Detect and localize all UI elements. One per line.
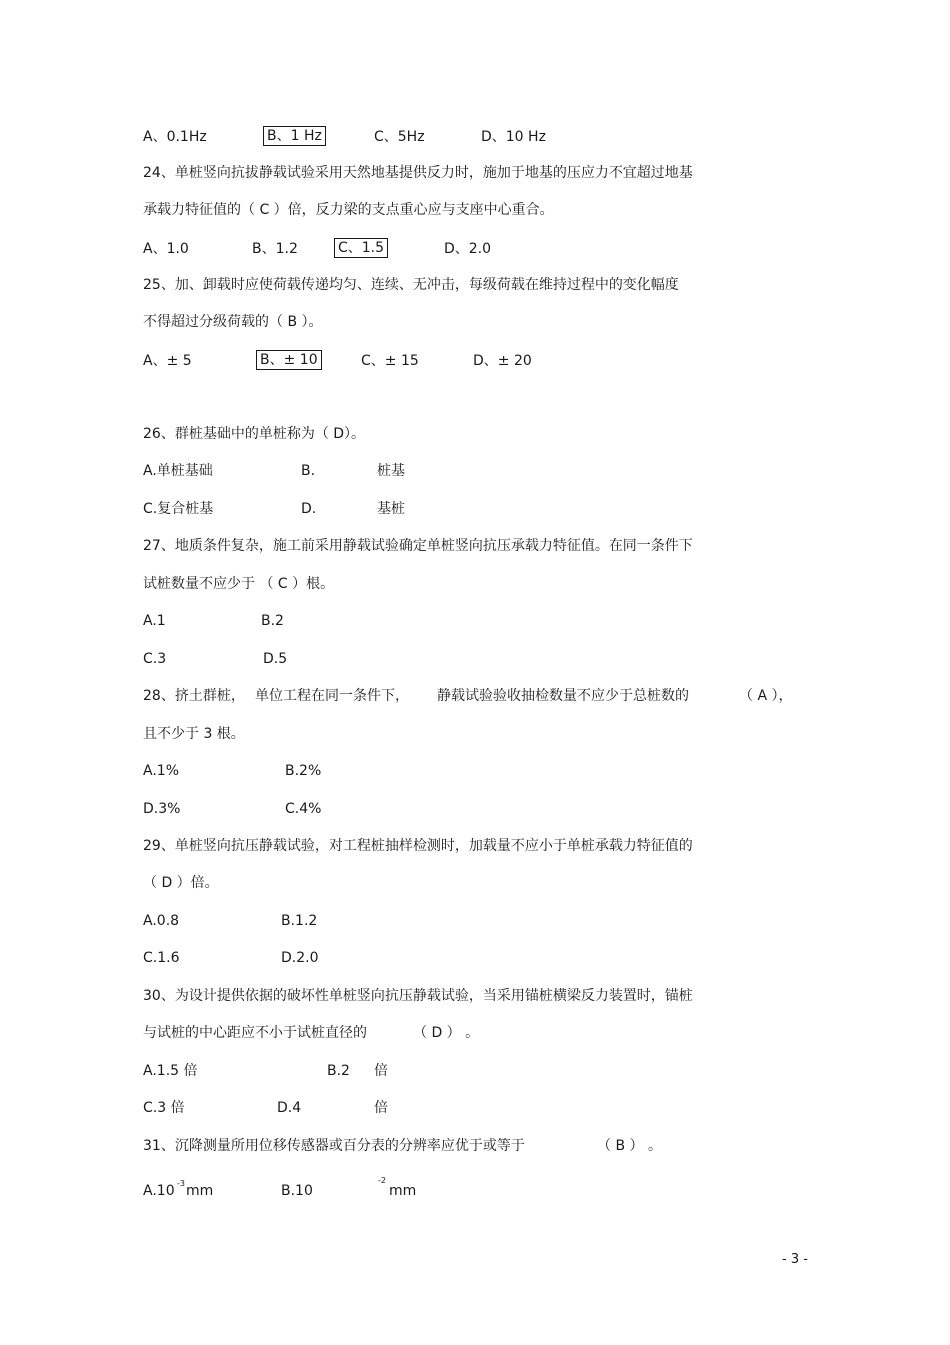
q29-text-line2: （ D ）倍。 — [143, 875, 219, 891]
q28-text-line2: 且不少于 3 根。 — [143, 726, 245, 742]
q29-text-line1: 29、单桩竖向抗压静载试验，对工程桩抽样检测时，加载量不应小于单桩承载力特征值的 — [143, 838, 693, 854]
q31-option-a-unit: mm — [186, 1183, 214, 1199]
q26-option-d: D. — [301, 501, 317, 517]
q29-option-b: B.1.2 — [281, 913, 318, 929]
q25-option-b-answer: B、± 10 — [256, 350, 322, 370]
q27-option-b: B.2 — [261, 613, 284, 629]
q29-option-a: A.0.8 — [143, 913, 180, 929]
q30-option-d-unit: 倍 — [374, 1100, 388, 1116]
q30-option-b-unit: 倍 — [374, 1063, 388, 1079]
q31-text-line1-part2: （ B ） 。 — [597, 1138, 662, 1154]
q26-option-c: C.复合桩基 — [143, 501, 214, 517]
q26-option-d-text: 基桩 — [377, 501, 405, 517]
q28-text-line1-part1: 28、挤土群桩， — [143, 688, 245, 704]
q28-option-a: A.1% — [143, 763, 179, 779]
q26-option-a: A.单桩基础 — [143, 463, 213, 479]
q24-option-a: A、1.0 — [143, 241, 189, 257]
q25-text-line2: 不得超过分级荷载的（ B ）。 — [143, 314, 323, 330]
q24-option-c-answer: C、1.5 — [334, 238, 388, 258]
q30-option-d: D.4 — [277, 1100, 302, 1116]
q23-option-a: A、0.1Hz — [143, 129, 207, 145]
q24-text-line1: 24、单桩竖向抗拔静载试验采用天然地基提供反力时，施加于地基的压应力不宜超过地基 — [143, 165, 693, 181]
q30-option-b: B.2 — [327, 1063, 350, 1079]
q25-option-d: D、± 20 — [473, 353, 532, 369]
q28-option-b: B.2% — [285, 763, 322, 779]
q28-text-line1-part2: 单位工程在同一条件下， — [255, 688, 409, 704]
q28-option-d: C.4% — [285, 801, 322, 817]
q31-option-b: B.10 — [281, 1183, 313, 1199]
q31-option-b-unit: mm — [389, 1183, 417, 1199]
q30-text-line2-part1: 与试桩的中心距应不小于试桩直径的 — [143, 1025, 367, 1041]
q28-text-line1-part4: （ A ）， — [739, 688, 793, 704]
q30-option-c: C.3 倍 — [143, 1100, 185, 1116]
q27-text-line2: 试桩数量不应少于 （ C ）根。 — [143, 576, 335, 592]
q25-option-a: A、± 5 — [143, 353, 192, 369]
q26-text-line1: 26、群桩基础中的单桩称为（ D）。 — [143, 426, 366, 442]
q26-option-b-text: 桩基 — [377, 463, 405, 479]
q28-text-line1-part3: 静载试验验收抽检数量不应少于总桩数的 — [437, 688, 689, 704]
q25-option-c: C、± 15 — [361, 353, 419, 369]
q27-option-d: D.5 — [263, 651, 288, 667]
q23-option-b-answer: B、1 Hz — [263, 126, 326, 146]
q24-option-d: D、2.0 — [444, 241, 492, 257]
q31-text-line1-part1: 31、沉降测量所用位移传感器或百分表的分辨率应优于或等于 — [143, 1138, 525, 1154]
q27-option-c: C.3 — [143, 651, 167, 667]
q24-text-line2: 承载力特征值的（ C ）倍，反力梁的支点重心应与支座中心重合。 — [143, 202, 554, 218]
q28-option-c: D.3% — [143, 801, 181, 817]
q25-text-line1: 25、加、卸载时应使荷载传递均匀、连续、无冲击，每级荷载在维持过程中的变化幅度 — [143, 277, 679, 293]
q29-option-d: D.2.0 — [281, 950, 319, 966]
page-number: - 3 - — [782, 1252, 808, 1267]
q30-text-line1: 30、为设计提供依据的破坏性单桩竖向抗压静载试验，当采用锚桩横梁反力装置时，锚桩 — [143, 988, 693, 1004]
q23-option-c: C、5Hz — [374, 129, 425, 145]
q27-option-a: A.1 — [143, 613, 166, 629]
q30-text-line2-part2: （ D ） 。 — [413, 1025, 480, 1041]
q27-text-line1: 27、地质条件复杂，施工前采用静载试验确定单桩竖向抗压承载力特征值。在同一条件下 — [143, 538, 693, 554]
q26-option-b: B. — [301, 463, 316, 479]
q31-option-a-exponent: -3 — [177, 1179, 185, 1188]
q30-option-a: A.1.5 倍 — [143, 1063, 198, 1079]
q31-option-b-exponent: -2 — [378, 1176, 386, 1185]
q24-option-b: B、1.2 — [252, 241, 298, 257]
q31-option-a: A.10 — [143, 1183, 175, 1199]
q23-option-d: D、10 Hz — [481, 129, 546, 145]
q29-option-c: C.1.6 — [143, 950, 180, 966]
